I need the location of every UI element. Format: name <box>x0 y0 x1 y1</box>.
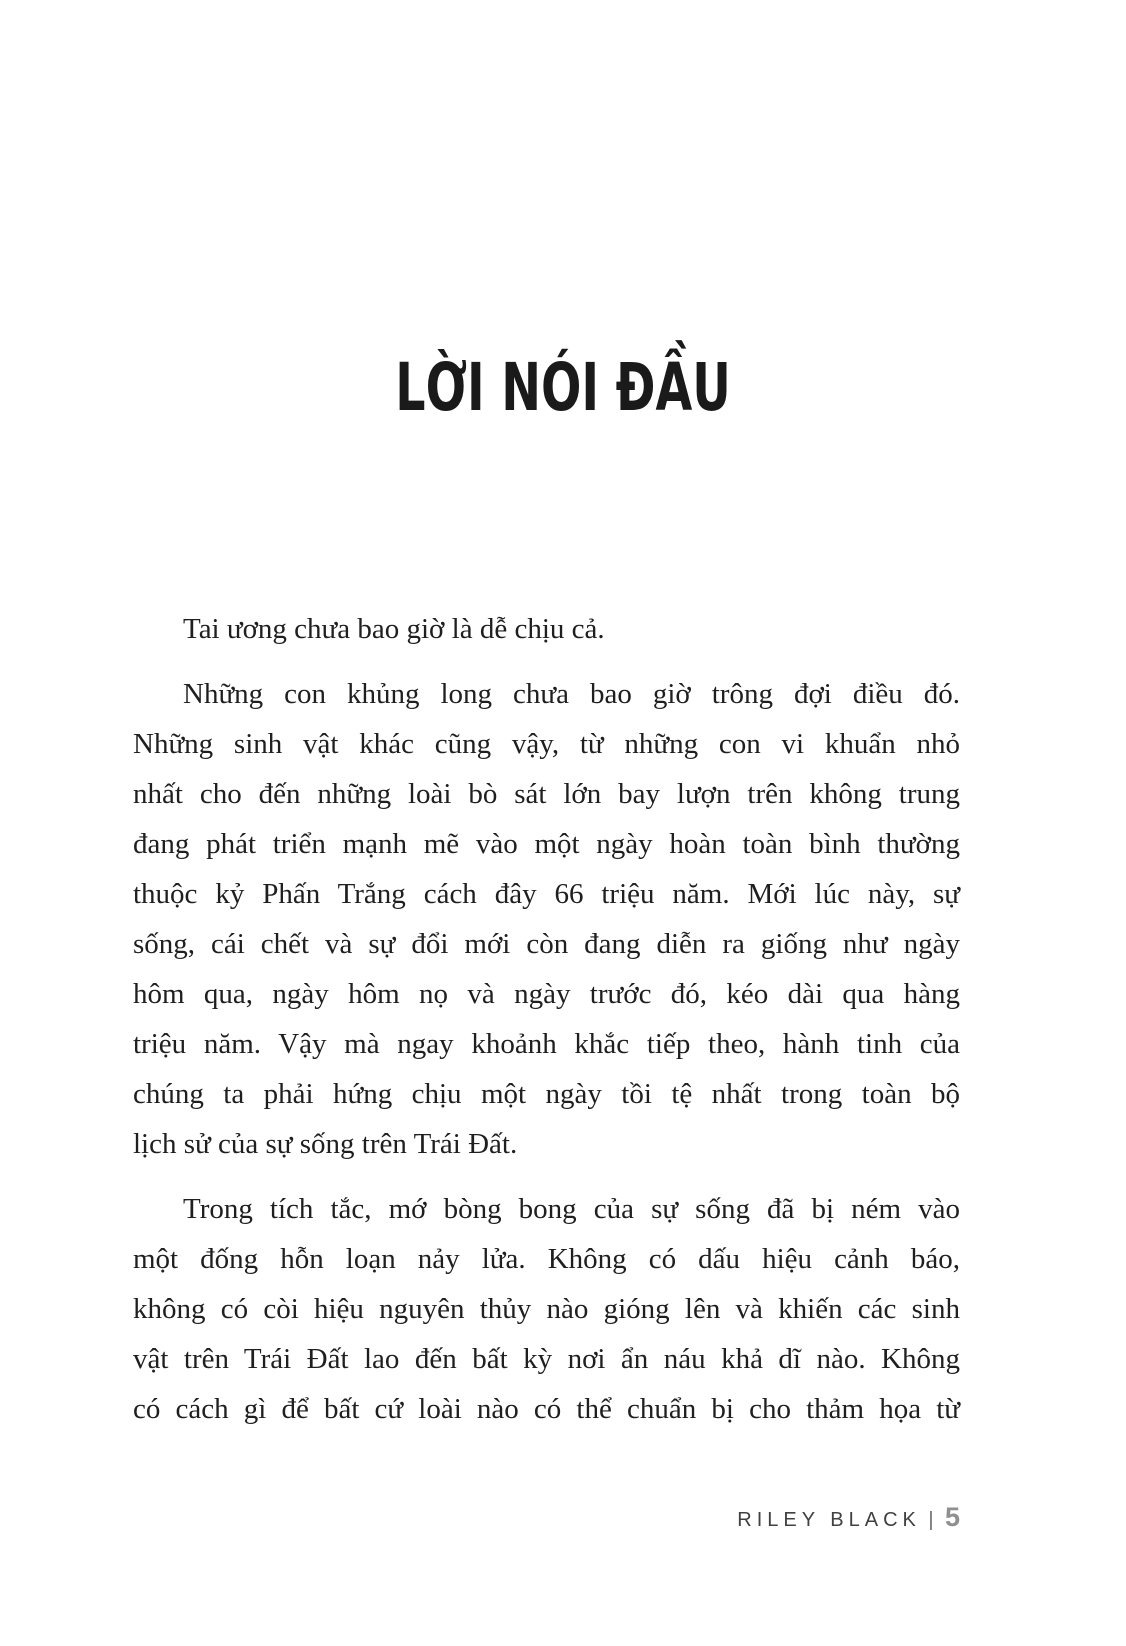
text-line: nhất cho đến những loài bò sát lớn bay lượn trên không trung <box>133 778 960 810</box>
text-line: lịch sử của sự sống trên Trái Đất. <box>133 1128 518 1160</box>
text-line: sống, cái chết và sự đổi mới còn đang diễn ra giống như ngày <box>133 928 960 960</box>
text-line: Những sinh vật khác cũng vậy, từ những con vi khuẩn nhỏ <box>133 728 960 760</box>
paragraph <box>133 604 960 654</box>
paragraph <box>133 1184 960 1434</box>
text-line: Trong tích tắc, mớ bòng bong của sự sống đã bị ném vào <box>183 1193 960 1225</box>
text-line: đang phát triển mạnh mẽ vào một ngày hoàn toàn bình thường <box>133 828 960 860</box>
text-line: thuộc kỷ Phấn Trắng cách đây 66 triệu năm. Mới lúc này, sự <box>133 878 960 910</box>
text-line: chúng ta phải hứng chịu một ngày tồi tệ nhất trong toàn bộ <box>133 1078 960 1110</box>
paragraph <box>133 669 960 1169</box>
page-footer <box>133 1502 960 1533</box>
text-line: triệu năm. Vậy mà ngay khoảnh khắc tiếp theo, hành tinh của <box>133 1028 960 1060</box>
text-line: vật trên Trái Đất lao đến bất kỳ nơi ẩn náu khả dĩ nào. Không <box>133 1343 960 1375</box>
chapter-title-text: LỜI NÓI ĐẦU <box>395 349 731 426</box>
text-line: có cách gì để bất cứ loài nào có thể chuẩn bị cho thảm họa từ <box>133 1393 960 1425</box>
body-text <box>133 604 960 1434</box>
chapter-title <box>0 338 1126 438</box>
page-number: 5 <box>944 1502 960 1532</box>
text-line: một đống hỗn loạn nảy lửa. Không có dấu hiệu cảnh báo, <box>133 1243 960 1275</box>
footer-separator: | <box>928 1509 934 1531</box>
text-line: hôm qua, ngày hôm nọ và ngày trước đó, kéo dài qua hàng <box>133 978 960 1010</box>
text-line: không có còi hiệu nguyên thủy nào gióng lên và khiến các sinh <box>133 1293 960 1325</box>
text-line: Tai ương chưa bao giờ là dễ chịu cả. <box>183 613 605 645</box>
footer-author-name: RILEY BLACK <box>737 1509 921 1531</box>
text-line: Những con khủng long chưa bao giờ trông đợi điều đó. <box>183 678 960 710</box>
